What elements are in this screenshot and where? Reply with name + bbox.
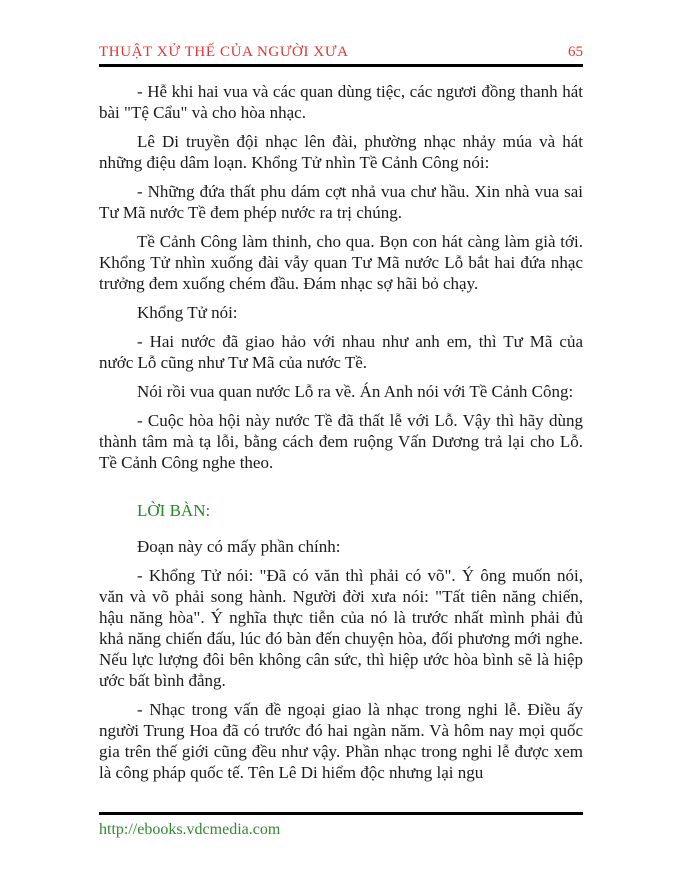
paragraph: - Khổng Tử nói: "Đã có văn thì phải có võ". Ý ông muốn nói, văn và võ phải song hành. Người đời xưa nói: "Tất tiên năng chiến, hậu năng hòa". Ý nghĩa thực tiễn của nó là trước nhất mình phải đủ khả năng chiến đấu, lúc đó bàn đến chuyện hòa, đối phương mới nghe. Nếu lực lượng đôi bên không cân sức, thì hiệp ước hòa bình sẽ là hiệp ước bất bình đẳng.	[99, 566, 583, 690]
story-text	[99, 81, 583, 783]
page-content	[99, 0, 583, 783]
page-header	[99, 0, 583, 67]
running-head-title: THUẬT XỬ THẾ CỦA NGƯỜI XƯA	[99, 44, 349, 60]
paragraph: Nói rồi vua quan nước Lỗ ra về. Án Anh nói với Tề Cảnh Công:	[137, 382, 574, 401]
page-number: 65	[568, 44, 583, 60]
paragraph: Tề Cảnh Công làm thinh, cho qua. Bọn con hát càng làm già tới. Khổng Tử nhìn xuống đài vẫy quan Tư Mã nước Lỗ bắt hai đứa nhạc trưởng đem xuống chém đầu. Đám nhạc sợ hãi bỏ chạy.	[99, 232, 583, 293]
paragraph: Lê Di truyền đội nhạc lên đài, phường nhạc nhảy múa và hát những điệu dâm loạn. Khổng Tử nhìn Tề Cảnh Công nói:	[99, 132, 583, 172]
paragraph: - Những đứa thất phu dám cợt nhả vua chư hầu. Xin nhà vua sai Tư Mã nước Tề đem phép nước ra trị chúng.	[99, 182, 583, 222]
section-heading-loi-ban: LỜI BÀN:	[137, 501, 211, 520]
footer-url-link[interactable]: http://ebooks.vdcmedia.com	[99, 821, 281, 838]
paragraph: Khổng Tử nói:	[137, 303, 238, 322]
paragraph: - Nhạc trong vấn đề ngoại giao là nhạc trong nghi lễ. Điều ấy người Trung Hoa đã có trước đó hai ngàn năm. Và hôm nay mọi quốc gia trên thế giới cũng đều như vậy. Phần nhạc trong nghi lễ được xem là công pháp quốc tế. Tên Lê Di hiểm độc nhưng lại ngu	[99, 700, 583, 782]
page-footer	[99, 812, 583, 839]
paragraph: - Hễ khi hai vua và các quan dùng tiệc, các ngươi đồng thanh hát bài "Tệ Cẩu" và cho hòa nhạc.	[99, 82, 583, 122]
paragraph: - Cuộc hòa hội này nước Tề đã thất lễ với Lỗ. Vậy thì hãy dùng thành tâm mà tạ lỗi, bằng cách đem ruộng Vấn Dương trả lại cho Lỗ. Tề Cảnh Công nghe theo.	[99, 411, 583, 472]
paragraph: Đoạn này có mấy phần chính:	[137, 537, 341, 556]
paragraph: - Hai nước đã giao hảo với nhau như anh em, thì Tư Mã của nước Lỗ cũng như Tư Mã của nước Tề.	[99, 332, 583, 372]
